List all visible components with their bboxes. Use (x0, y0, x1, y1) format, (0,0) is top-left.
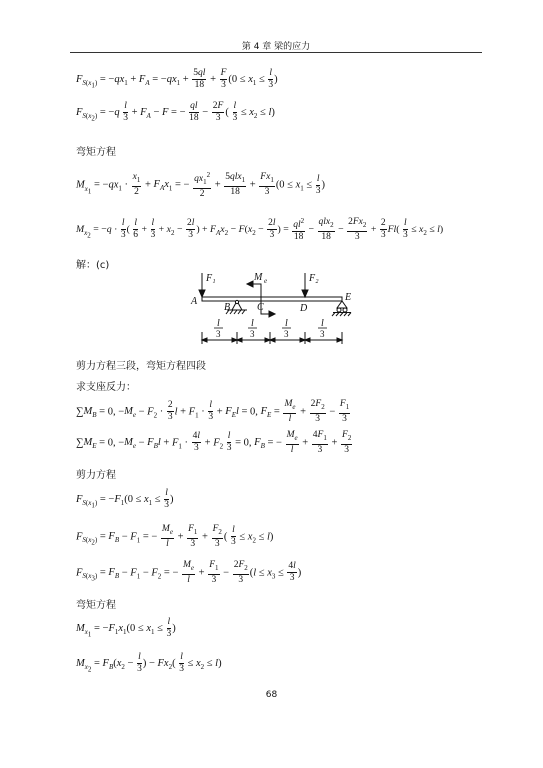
dim-den-1: 3 (216, 329, 221, 339)
equation-moment-1: $M_{x_1} = -qx_1$ · $\frac{x_1}{2}$ + $F_Ax_1$ = − $\frac{qx_1^2}{2}$ + $\frac{5qlx_1}{18}$ + $\frac{Fx_1}{3}$ ($0 \le x_1$ ≤ $\frac{l}{3}$ ) (76, 171, 326, 200)
equation-shear-2: $F_{S(x_2)} = -q$ $\frac{l}{3}$ + $F_A - F$ = − $\frac{ql}{18}$ − $\frac{2F}{3}$ ( $\frac{l}{3}$ ≤ $x_2 \le l$) (76, 101, 275, 123)
dim-l-3: l (285, 318, 288, 329)
beam-diagram (185, 270, 360, 348)
label-c: C (257, 302, 264, 313)
label-a: A (191, 296, 198, 307)
label-b: B (224, 302, 231, 313)
label-f1: F₁ (206, 273, 216, 284)
equation-shear-c2: $F_{S(x_2)} = F_B - F_1$ = − $\frac{M_e}{l}$ + $\frac{F_1}{3}$ + $\frac{F_2}{3}$ ( $\frac{l}{3}$ ≤ $x_2 \le l$) (76, 524, 274, 549)
dim-l-2: l (251, 318, 254, 329)
equation-reaction-2: $\sum M_E = 0$, $-M_e - F_Bl + F_1$ · $\frac{4l}{3}$ + $F_2$ $\frac{l}{3}$ = 0, $F_B$ = − $\frac{M_e}{l}$ + $\frac{4F_1}{3}$ + $\frac{F_2}{3}$ (76, 430, 352, 455)
force-arrowhead-f2 (302, 290, 308, 297)
equation-shear-1: $F_{S(x_1)} = -qx_1 + F_A = -qx_1$ + $\frac{5ql}{18}$ + $\frac{F}{3}$ ($0 \le x_1$ ≤ $\frac{l}{3}$ ) (76, 68, 278, 90)
label-f2: F₂ (309, 273, 319, 284)
dim-l-1: l (217, 318, 220, 329)
dim-l-4: l (321, 318, 324, 329)
label-me-sub: e (264, 277, 268, 285)
page-number: 68 (265, 690, 278, 700)
support-e (332, 301, 351, 316)
dim-den-2: 3 (250, 329, 255, 339)
equation-moment-c2: $M_{x_2} = F_B(x_2$ − $\frac{l}{3}$ ) − $Fx_2$( $\frac{l}{3}$ ≤ $x_2 \le l$) (76, 652, 222, 674)
label-shear-equation: 剪力方程 (76, 470, 116, 481)
dim-den-4: 3 (320, 329, 325, 339)
page-header (70, 36, 482, 53)
force-arrowhead-f1 (199, 290, 205, 297)
label-d: D (300, 303, 308, 314)
label-reactions: 求支座反力： (76, 382, 136, 393)
equation-reaction-1: $\sum M_B = 0$, $-M_e - F_2$ · $\frac{2}{3}$ $l + F_1$ · $\frac{l}{3}$ + $F_El = 0$, $F_E$ = $\frac{M_e}{l}$ + $\frac{2F_2}{3}$ − $\frac{F_1}{3}$ (76, 399, 350, 424)
label-solution-c: 解：(c) (76, 260, 110, 271)
header-title: 第 4 章 梁的应力 (241, 42, 311, 52)
label-e: E (345, 292, 352, 303)
label-moment-equation: 弯矩方程 (76, 147, 116, 158)
equation-shear-c1: $F_{S(x_1)} = -F_1(0 \le x_1$ ≤ $\frac{l}{3}$ ) (76, 488, 174, 510)
equation-moment-2: $M_{x_2} = -q$ · $\frac{l}{3}$ ( $\frac{l}{6}$ + $\frac{l}{3}$ + $x_2$ − $\frac{2l}{3}$ ) + $F_Ax_2 - F(x_2$ − $\frac{2l}{3}$ ) = $\frac{ql^2}{18}$ − $\frac{qlx_2}{18}$ − $\frac{2Fx_2}{3}$ + $\frac{2}{3}$ Fl( $\frac{l}{3}$ ≤ $x_2 \le l$) (76, 216, 444, 243)
beam (202, 297, 342, 301)
equation-shear-c3: $F_{S(x_3)} = F_B - F_1 - F_2$ = − $\frac{M_e}{l}$ + $\frac{F_1}{3}$ − $\frac{2F_2}{3}$ ($l \le x_3$ ≤ $\frac{4l}{3}$ ) (76, 560, 302, 585)
equation-moment-c1: $M_{x_1} = -F_1x_1(0 \le x_1$ ≤ $\frac{l}{3}$ ) (76, 617, 176, 639)
label-me: M (254, 272, 263, 283)
label-moment-equation-2: 弯矩方程 (76, 600, 116, 611)
label-segments-note: 剪力方程三段，弯矩方程四段 (76, 361, 206, 372)
dim-den-3: 3 (284, 329, 289, 339)
